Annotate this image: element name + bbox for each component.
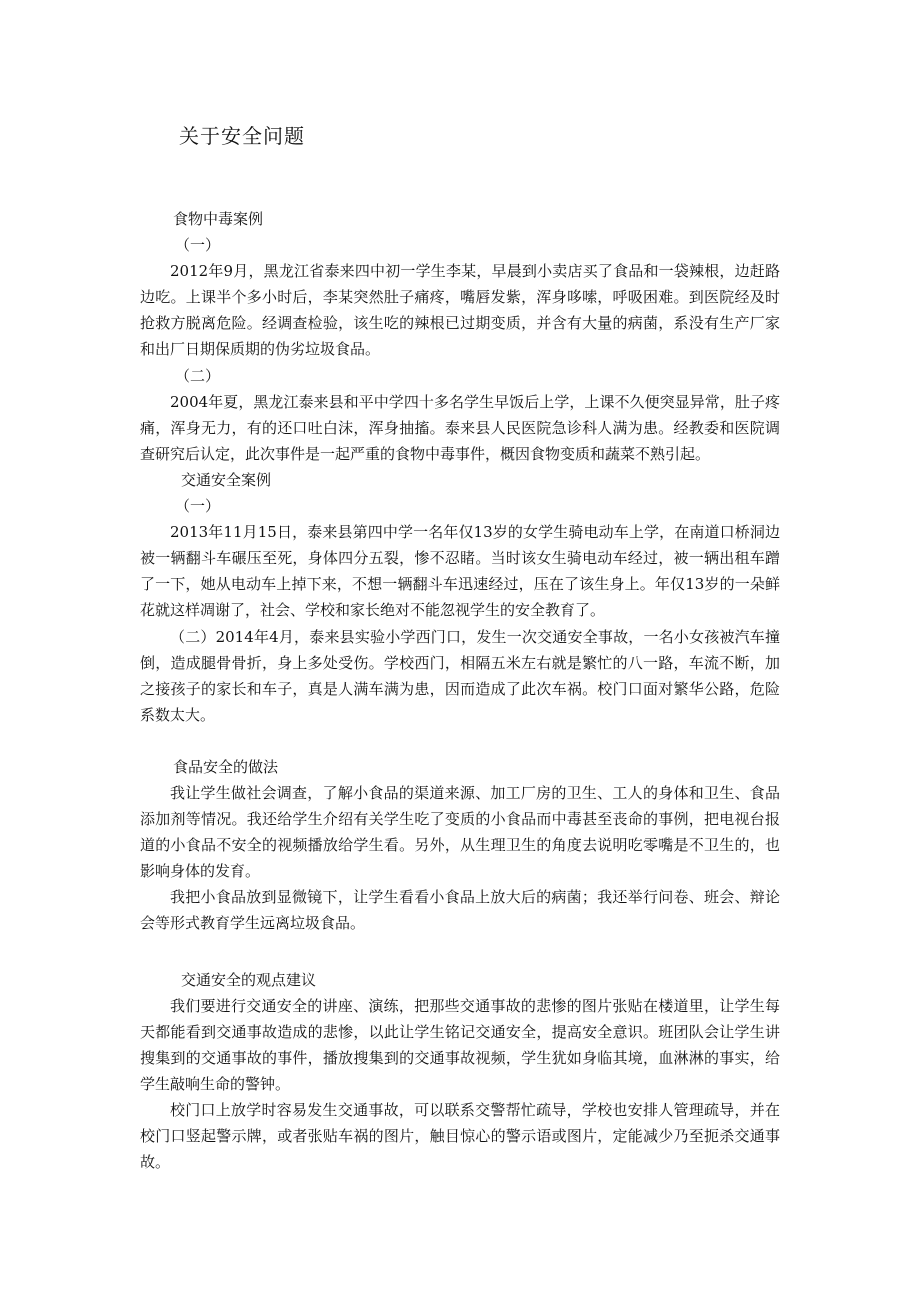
traffic-case1-text: 2013年11月15日，泰来县第四中学一名年仅13岁的女学生骑电动车上学，在南道口桥洞边被一辆翻斗车碾压至死，身体四分五裂，惨不忍睹。当时该女生骑电动车经过，被一辆出租车蹭了一下，她从电动车上掉下来，不想一辆翻斗车迅速经过，压在了该生身上。年仅13岁的一朵鲜花就这样凋谢了，社会、学校和家长绝对不能忽视学生的安全教育了。 [140, 523, 780, 620]
traffic-case2-text: （二）2014年4月，泰来县实验小学西门口，发生一次交通安全事故，一名小女孩被汽车撞倒，造成腿骨骨折，身上多处受伤。学校西门，相隔五米左右就是繁忙的八一路，车流不断，加之接孩子的家长和车子，真是人满车满为患，因而造成了此次车祸。校门口面对繁华公路，危险系数太大。 [140, 627, 780, 724]
food-practice-heading: 食品安全的做法 [173, 757, 279, 776]
food-practice-para1: 我让学生做社会调查，了解小食品的渠道来源、加工厂房的卫生、工人的身体和卫生、食品添加剂等情况。我还给学生介绍有关学生吃了变质的小食品而中毒甚至丧命的事例，把电视台报道的小食品不安全的视频播放给学生看。另外，从生理卫生的角度去说明吃零嘴是不卫生的，也影响身体的发育。 [140, 783, 780, 881]
traffic-advice-para1: 我们要进行交通安全的讲座、演练，把那些交通事故的悲惨的图片张贴在楼道里，让学生每天都能看到交通事故造成的悲惨，以此让学生铭记交通安全，提高安全意识。班团队会让学生讲搜集到的交通事故的事件，播放搜集到的交通事故视频，学生犹如身临其境，血淋淋的事实，给学生敲响生命的警钟。 [140, 996, 780, 1093]
food-case2-label: （二） [175, 366, 221, 385]
food-case1-text: 2012年9月，黑龙江省泰来四中初一学生李某，早晨到小卖店买了食品和一袋辣根，边赶路边吃。上课半个多小时后，李某突然肚子痛疼，嘴唇发紫，浑身哆嗦，呼吸困难。到医院经及时抢救方脱离危险。经调查检验，该生吃的辣根已过期变质，并含有大量的病菌，系没有生产厂家和出厂日期保质期的伪劣垃圾食品。 [140, 262, 780, 359]
traffic-cases-heading: 交通安全案例 [181, 470, 272, 489]
food-case2-text: 2004年夏，黑龙江泰来县和平中学四十多名学生早饭后上学，上课不久便突显异常，肚子疼痛，浑身无力，有的还口吐白沫，浑身抽搐。泰来县人民医院急诊科人满为患。经教委和医院调查研究后认定，此次事件是一起严重的食物中毒事件，概因食物变质和蔬菜不熟引起。 [140, 392, 780, 463]
traffic-case1-label: （一） [175, 497, 221, 516]
food-cases-heading: 食物中毒案例 [173, 210, 264, 228]
document-title: 关于安全问题 [179, 124, 305, 148]
traffic-advice-para2: 校门口上放学时容易发生交通事故，可以联系交警帮忙疏导，学校也安排人管理疏导，并在校门口竖起警示牌，或者张贴车祸的图片，触目惊心的警示语或图片，定能减少乃至扼杀交通事故。 [140, 1101, 780, 1172]
food-case1-label: （一） [175, 236, 221, 255]
traffic-advice-heading: 交通安全的观点建议 [181, 970, 317, 989]
document-body [140, 206, 780, 1175]
food-practice-para2: 我把小食品放到显微镜下，让学生看看小食品上放大后的病菌；我还举行问卷、班会、辩论会等形式教育学生远离垃圾食品。 [140, 888, 780, 933]
